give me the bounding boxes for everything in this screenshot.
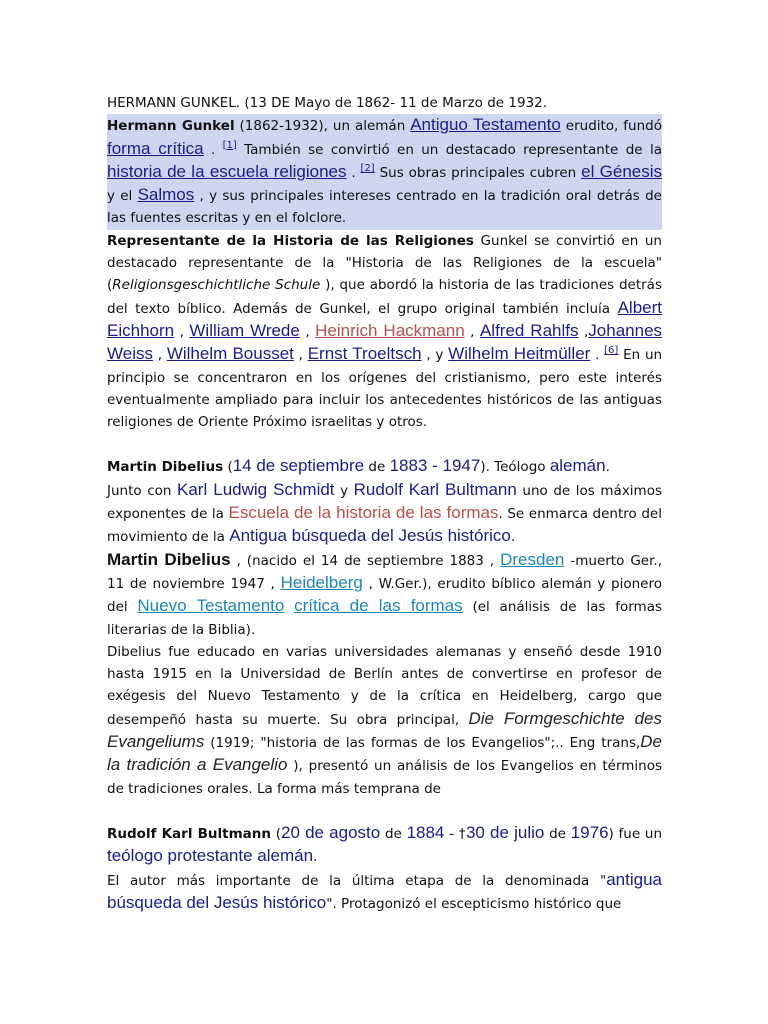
link-escuela-historia-formas[interactable]: Escuela de la historia de las formas [228,503,499,523]
link-wilhelm-heitmuller[interactable]: Wilhelm Heitmüller [448,344,591,364]
dibelius-career-paragraph: Dibelius fue educado en varias universidades alemanas y enseñó desde 1910 hasta 1915 en la Universidad de Berlín antes de convertirse en profesor de exégesis del Nuevo Testamento y de la crítica en Heidelberg, cargo que desempeñó hasta su muerte. Su obra principal, Die Formgeschichte des Evangeliums (1919; "historia de las formas de los Evangelios";.. Eng trans,De la tradición a Evangelio ), presentó un análisis de los Evangelios en términos de tradiciones orales. La forma más temprana de [107,643,663,797]
link-ernst-troeltsch[interactable]: Ernst Troeltsch [307,344,422,364]
link-aleman[interactable]: alemán [549,456,606,476]
gunkel-heading: HERMANN GUNKEL. (13 DE Mayo de 1862- 11 de Marzo de 1932. [107,95,548,111]
link-alfred-rahlfs[interactable]: Alfred Rahlfs [479,320,579,340]
link-antigua-busqueda[interactable]: Antigua búsqueda del Jesús histórico [229,526,511,546]
bultmann-heading-paragraph: Rudolf Karl Bultmann (20 de agosto de 1884 - †30 de julio de 1976) fue un teólogo protestante alemán. [107,822,662,866]
dibelius-name: Martin Dibelius [107,459,224,476]
link-johannes-weiss[interactable]: Johannes Weiss [107,320,663,364]
link-heidelberg[interactable]: Heidelberg [280,572,363,592]
bultmann-paragraph: El autor más importante de la última etapa de la denominada "antigua búsqueda del Jesús histórico". Protagonizó el escepticismo histórico que [107,869,662,912]
link-historia-escuela[interactable]: historia de la escuela religiones [107,161,347,181]
gunkel-name: Hermann Gunkel [107,118,235,135]
link-1976[interactable]: 1976 [570,822,609,842]
link-genesis[interactable]: el Génesis [581,161,663,181]
dibelius-heading-paragraph: Martin Dibelius (14 de septiembre de 1883 - 1947). Teólogo alemán. Junto con Karl Ludwig Schmidt y Rudolf Karl Bultmann uno de los máximos exponentes de la Escuela de la historia de las formas. Se enmarca dentro del movimiento de la Antigua búsqueda del Jesús histórico. [107,456,662,546]
link-20-agosto[interactable]: 20 de agosto [281,822,381,842]
link-dresden[interactable]: Dresden [500,549,565,569]
link-wilhelm-bousset[interactable]: Wilhelm Bousset [166,344,294,364]
bultmann-name: Rudolf Karl Bultmann [107,825,271,842]
link-antiguo-testamento[interactable]: Antiguo Testamento [410,115,561,135]
link-rudolf-karl-bultmann[interactable]: Rudolf Karl Bultmann [353,479,517,499]
reference-6[interactable]: [6] [604,345,619,357]
gunkel-intro-paragraph: Hermann Gunkel (1862-1932), un alemán Antiguo Testamento erudito, fundó forma crítica . [1] También se convirtió en un destacado representante de la historia de la escuela religiones . [2] Sus obras principales cubren el Génesis y el Salmos , y sus principales intereses centrado en la tradición oral detrás de las fuentes escritas y en el folclore. [107,114,662,229]
link-teologo-protestante-aleman[interactable]: teólogo protestante alemán [107,846,314,866]
link-30-julio[interactable]: 30 de julio [465,822,545,842]
link-antigua-busqueda-jesus[interactable]: antigua búsqueda del Jesús histórico [107,869,662,912]
link-william-wrede[interactable]: William Wrede [189,320,300,340]
reference-2[interactable]: [2] [360,162,375,174]
link-forma-critica[interactable]: forma crítica [107,138,204,158]
link-nuevo-testamento[interactable]: Nuevo Testamento [137,596,285,616]
link-14-septiembre[interactable]: 14 de septiembre [232,456,365,476]
document-page [107,92,662,915]
link-1884[interactable]: 1884 [406,822,445,842]
gunkel-religions-paragraph: Representante de la Historia de las Religiones Gunkel se convirtió en un destacado representante de la "Historia de las Religiones de la escuela" (Religionsgeschichtliche Schule ), que abordó la historia de las tradiciones detrás del texto bíblico. Además de Gunkel, el grupo original también incluía Albert Eichhorn , William Wrede , Heinrich Hackmann , Alfred Rahlfs ,Johannes Weiss , Wilhelm Bousset , Ernst Troeltsch , y Wilhelm Heitmüller . [6] En un principio se concentraron en los orígenes del cristianismo, pero este interés eventualmente ampliado para incluir los antecedentes históricos de las antiguas religiones de Oriente Próximo israelitas y otros. [107,232,663,431]
dibelius-bio-paragraph: Martin Dibelius , (nacido el 14 de septiembre 1883 , Dresden -muerto Ger., 11 de noviembre 1947 , Heidelberg , W.Ger.), erudito bíblico alemán y pionero del Nuevo Testamento crítica de las formas (el análisis de las formas literarias de la Biblia). [107,549,663,638]
link-karl-ludwig-schmidt[interactable]: Karl Ludwig Schmidt [177,479,335,499]
link-albert-eichhorn[interactable]: Albert Eichhorn [107,297,662,340]
reference-1[interactable]: [1] [222,139,237,151]
link-salmos[interactable]: Salmos [137,185,195,205]
link-1883-1947[interactable]: 1883 - 1947 [389,456,481,476]
link-heinrich-hackmann[interactable]: Heinrich Hackmann [315,320,465,340]
link-critica-formas[interactable]: crítica de las formas [294,596,463,616]
